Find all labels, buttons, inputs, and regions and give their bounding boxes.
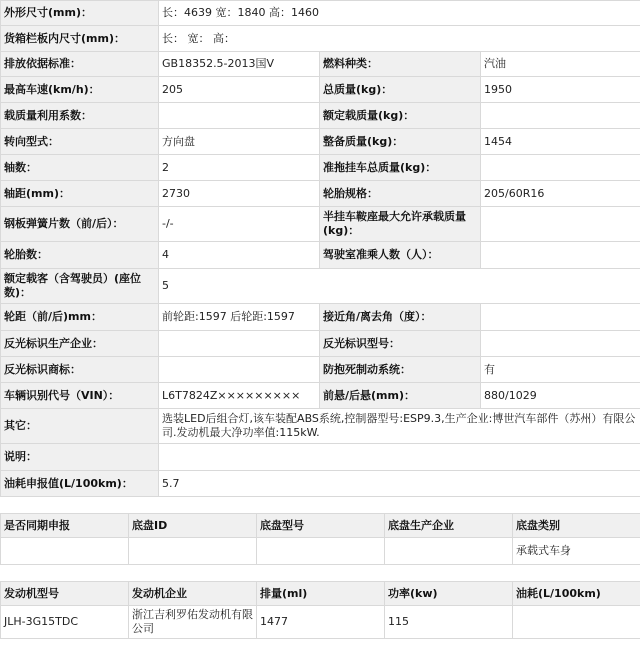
abs-label: 防抱死制动系统： — [320, 357, 481, 383]
fuel-value: 汽油 — [481, 52, 640, 77]
note-value — [159, 444, 640, 471]
engine-data-row — [1, 606, 640, 639]
engine-cell — [513, 606, 640, 639]
dims-value: 长：4639 宽：1840 高：1460 — [159, 1, 640, 26]
fuelcons-label: 油耗申报值(L/100km)： — [1, 471, 159, 497]
tire-value: 205/60R16 — [481, 181, 640, 207]
ratedload-value — [481, 103, 640, 129]
chassis-header-cell: 底盘型号 — [257, 514, 385, 538]
reflector-model-value — [481, 331, 640, 357]
steering-label: 转向型式： — [1, 129, 159, 155]
spec-row-wheelbase — [1, 181, 640, 207]
seats-label: 额定载客（含驾驶员）(座位数)： — [1, 269, 159, 304]
engine-header-cell: 功率(kw) — [385, 582, 513, 606]
dims-label: 外形尺寸(mm)： — [1, 1, 159, 26]
tirecount-label: 轮胎数： — [1, 242, 159, 269]
engine-header-cell: 油耗(L/100km) — [513, 582, 640, 606]
reflector-brand-label: 反光标识商标： — [1, 357, 159, 383]
section-gap — [0, 497, 640, 513]
spring-value: -/- — [159, 207, 320, 242]
fuelcons-value: 5.7 — [159, 471, 640, 497]
engine-cell: 1477 — [257, 606, 385, 639]
cargo-value: 长： 宽： 高： — [159, 26, 640, 52]
track-label: 轮距（前/后)mm： — [1, 304, 159, 331]
angle-value — [481, 304, 640, 331]
spec-row-loadutil — [1, 103, 640, 129]
cargo-label: 货箱栏板内尺寸(mm)： — [1, 26, 159, 52]
chassis-cell: 承载式车身 — [513, 538, 640, 565]
tire-label: 轮胎规格： — [320, 181, 481, 207]
angle-label: 接近角/离去角（度）： — [320, 304, 481, 331]
curbmass-label: 整备质量(kg)： — [320, 129, 481, 155]
semitrailer-label: 半挂车鞍座最大允许承载质量(kg)： — [320, 207, 481, 242]
spec-row-cargo — [1, 26, 640, 52]
spring-label: 钢板弹簧片数（前/后）： — [1, 207, 159, 242]
spec-row-emission — [1, 52, 640, 77]
reflector-model-label: 反光标识型号： — [320, 331, 481, 357]
engine-header-row — [1, 582, 640, 606]
engine-header-cell: 排量(ml) — [257, 582, 385, 606]
chassis-header-row — [1, 514, 640, 538]
chassis-header-cell: 是否同期申报 — [1, 514, 129, 538]
emission-value: GB18352.5-2013国Ⅴ — [159, 52, 320, 77]
spec-row-track — [1, 304, 640, 331]
spec-row-fuelcons — [1, 471, 640, 497]
reflector-brand-value — [159, 357, 320, 383]
axles-label: 轴数： — [1, 155, 159, 181]
other-value: 选装LED后组合灯,该车装配ABS系统,控制器型号:ESP9.3,生产企业:博世汽车部件（苏州）有限公司.发动机最大净功率值:115kW. — [159, 409, 640, 444]
loadutil-label: 载质量利用系数： — [1, 103, 159, 129]
vin-value: L6T7824Z××××××××× — [159, 383, 320, 409]
track-value: 前轮距:1597 后轮距:1597 — [159, 304, 320, 331]
reflector-maker-label: 反光标识生产企业： — [1, 331, 159, 357]
cab-label: 驾驶室准乘人数（人）： — [320, 242, 481, 269]
spec-row-maxspeed — [1, 77, 640, 103]
wheelbase-label: 轴距(mm)： — [1, 181, 159, 207]
chassis-header-cell: 底盘生产企业 — [385, 514, 513, 538]
axles-value: 2 — [159, 155, 320, 181]
maxspeed-label: 最高车速(km/h)： — [1, 77, 159, 103]
totalmass-label: 总质量(kg)： — [320, 77, 481, 103]
chassis-table — [0, 513, 640, 565]
trailer-value — [481, 155, 640, 181]
emission-label: 排放依据标准： — [1, 52, 159, 77]
chassis-data-row — [1, 538, 640, 565]
fuel-label: 燃料种类： — [320, 52, 481, 77]
abs-value: 有 — [481, 357, 640, 383]
seats-value: 5 — [159, 269, 640, 304]
engine-header-cell: 发动机型号 — [1, 582, 129, 606]
spec-row-note — [1, 444, 640, 471]
other-label: 其它： — [1, 409, 159, 444]
spec-row-seats — [1, 269, 640, 304]
ratedload-label: 额定载质量(kg)： — [320, 103, 481, 129]
engine-cell: JLH-3G15TDC — [1, 606, 129, 639]
overhang-value: 880/1029 — [481, 383, 640, 409]
totalmass-value: 1950 — [481, 77, 640, 103]
chassis-cell — [385, 538, 513, 565]
spec-row-reflector-maker — [1, 331, 640, 357]
spec-row-dims — [1, 1, 640, 26]
spec-row-tirecount — [1, 242, 640, 269]
cab-value — [481, 242, 640, 269]
spec-row-axles — [1, 155, 640, 181]
wheelbase-value: 2730 — [159, 181, 320, 207]
spec-row-other — [1, 409, 640, 444]
chassis-header-cell: 底盘类别 — [513, 514, 640, 538]
spec-row-steering — [1, 129, 640, 155]
engine-cell: 浙江吉利罗佑发动机有限公司 — [129, 606, 257, 639]
loadutil-value — [159, 103, 320, 129]
chassis-cell — [129, 538, 257, 565]
note-label: 说明： — [1, 444, 159, 471]
engine-cell: 115 — [385, 606, 513, 639]
engine-table — [0, 581, 640, 639]
steering-value: 方向盘 — [159, 129, 320, 155]
vin-label: 车辆识别代号（VIN）： — [1, 383, 159, 409]
trailer-label: 准拖挂车总质量(kg)： — [320, 155, 481, 181]
curbmass-value: 1454 — [481, 129, 640, 155]
section-gap — [0, 565, 640, 581]
engine-header-cell: 发动机企业 — [129, 582, 257, 606]
semitrailer-value — [481, 207, 640, 242]
spec-row-vin — [1, 383, 640, 409]
reflector-maker-value — [159, 331, 320, 357]
chassis-cell — [257, 538, 385, 565]
overhang-label: 前悬/后悬(mm)： — [320, 383, 481, 409]
tirecount-value: 4 — [159, 242, 320, 269]
maxspeed-value: 205 — [159, 77, 320, 103]
chassis-header-cell: 底盘ID — [129, 514, 257, 538]
chassis-cell — [1, 538, 129, 565]
spec-row-reflector-brand — [1, 357, 640, 383]
spec-row-spring — [1, 207, 640, 242]
